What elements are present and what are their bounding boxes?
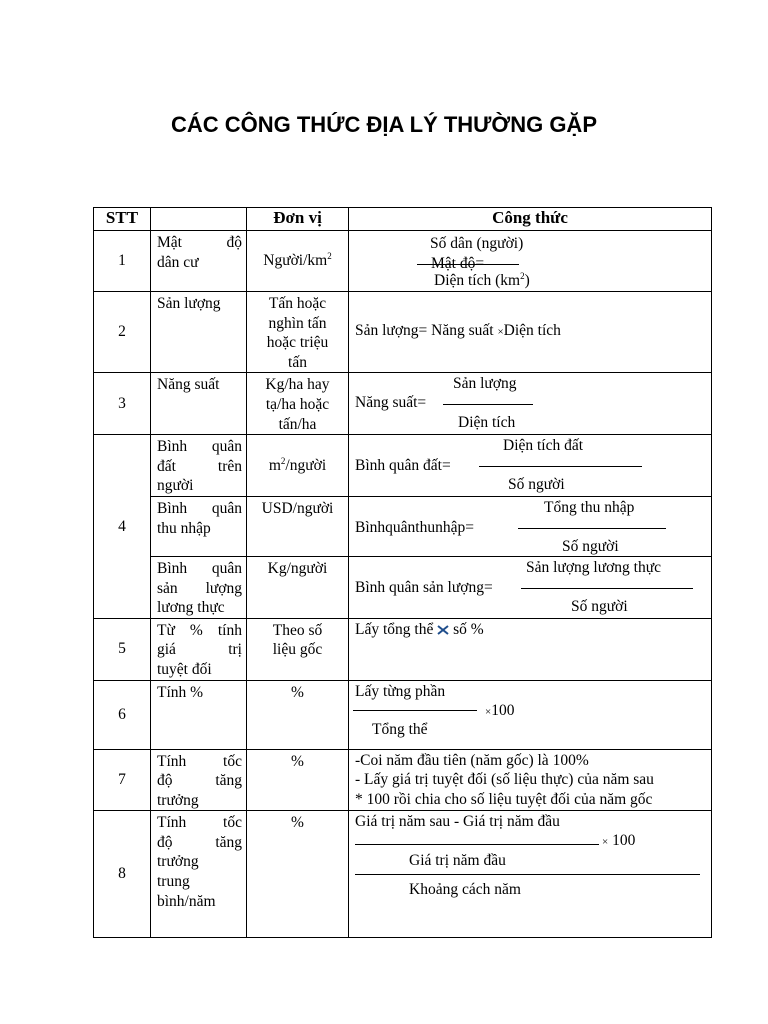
name-line: Bình quân	[157, 499, 242, 517]
scissors-multiply-icon	[437, 625, 449, 635]
name-cell	[151, 556, 247, 618]
unit-cell	[247, 292, 349, 373]
formula-cell	[349, 373, 712, 435]
multiplier	[602, 831, 635, 853]
formula-cell	[349, 556, 712, 618]
fraction-bar	[443, 404, 533, 405]
fraction-numerator: Giá trị năm sau - Giá trị năm đầu	[355, 813, 560, 831]
formula-lhs: Mật độ=	[431, 255, 485, 272]
denominator-end: )	[524, 272, 530, 289]
denominator-text: Diện tích (km	[434, 272, 521, 289]
formula-line: -Coi năm đầu tiên (năm gốc) là 100%	[355, 751, 589, 769]
name-line: trưởng	[157, 791, 199, 809]
fraction-numerator: Tổng thu nhập	[544, 498, 635, 516]
unit-cell: %	[247, 749, 349, 811]
unit-line: tạ/ha hoặc	[265, 395, 330, 413]
name-cell	[151, 292, 247, 373]
fraction-denominator: Số người	[571, 597, 628, 615]
table-row	[94, 435, 712, 497]
formula-lhs: Bìnhquânthunhập=	[355, 518, 474, 536]
fraction-bar	[417, 264, 519, 265]
formula-text: Diện tích	[503, 322, 561, 340]
multiplier-value: 100	[612, 832, 636, 850]
fraction-numerator: Diện tích đất	[503, 437, 584, 455]
name-line: Sản lượng	[157, 295, 221, 312]
fraction-denominator: Giá trị năm đầu	[409, 852, 506, 870]
multiply-icon: ×	[485, 705, 492, 718]
formula-cell	[349, 292, 712, 373]
unit-cell: %	[247, 680, 349, 749]
page-title: CÁC CÔNG THỨC ĐỊA LÝ THƯỜNG GẶP	[170, 112, 597, 137]
formula-cell	[349, 496, 712, 556]
name-line: người	[157, 477, 194, 495]
header-unit: Đơn vị	[247, 208, 349, 231]
formula-text: Sản lượng= Năng suất	[355, 322, 494, 340]
name-line: thu nhập	[157, 519, 211, 537]
unit-line: Tấn hoặc	[268, 295, 327, 312]
formula-cell	[349, 811, 712, 938]
formula-lhs: Bình quân đất=	[355, 457, 451, 475]
unit-line: nghìn tấn	[268, 314, 327, 332]
formula-table	[93, 207, 712, 938]
table-header-row	[94, 208, 712, 231]
unit-cell: %	[247, 811, 349, 938]
name-line: Tính %	[157, 683, 204, 701]
fraction-numerator: Sản lượng lương thực	[526, 558, 662, 576]
name-line: trung	[157, 873, 190, 891]
fraction-bar	[355, 844, 599, 845]
unit-line: liệu gốc	[272, 641, 323, 659]
table-row	[94, 292, 712, 373]
name-line: Mật độ	[157, 234, 242, 251]
outer-denominator: Khoảng cách năm	[409, 881, 521, 899]
fraction-numerator: Sản lượng	[453, 375, 517, 393]
fraction-denominator: Số người	[562, 537, 619, 555]
formula-line: * 100 rồi chia cho số liệu tuyệt đối của năm gốc	[355, 790, 653, 808]
stt-cell: 6	[94, 680, 151, 749]
name-line: lương thực	[157, 599, 225, 617]
stt-cell: 5	[94, 618, 151, 680]
name-line: độ tăng	[157, 772, 242, 790]
formula-lhs: Bình quân sản lượng=	[355, 578, 493, 596]
unit-line: tấn	[288, 353, 307, 371]
unit-cell	[247, 231, 349, 292]
fraction-denominator: Diện tích	[458, 414, 516, 432]
formula-text: số %	[453, 620, 484, 638]
unit-line: Kg/ha hay	[265, 376, 330, 394]
name-line: Năng suất	[157, 376, 220, 394]
fraction-bar	[353, 710, 477, 711]
fraction-numerator: Lấy từng phần	[355, 682, 446, 700]
table-row	[94, 373, 712, 435]
name-line: Bình quân	[157, 438, 242, 456]
name-line: Tính tốc	[157, 752, 242, 770]
name-line: Bình quân	[157, 559, 242, 577]
name-cell	[151, 496, 247, 556]
header-stt: STT	[94, 208, 151, 231]
name-line: sản lượng	[157, 579, 242, 597]
fraction-bar	[479, 466, 642, 467]
unit-cell: USD/người	[247, 496, 349, 556]
stt-cell: 1	[94, 231, 151, 292]
name-cell	[151, 618, 247, 680]
denominator-sup: 2	[520, 270, 525, 281]
name-line: trưởng	[157, 853, 199, 871]
multiplier-value: 100	[491, 701, 515, 719]
unit-text: /người	[285, 456, 327, 474]
name-cell	[151, 680, 247, 749]
multiplier	[485, 701, 514, 723]
name-cell	[151, 373, 247, 435]
formula-cell	[349, 231, 712, 292]
outer-fraction-bar	[355, 874, 700, 875]
unit-text: m	[268, 456, 281, 474]
table-row	[94, 556, 712, 618]
name-line: độ tăng	[157, 833, 242, 851]
name-line: dân cư	[157, 253, 199, 271]
formula-line: - Lấy giá trị tuyệt đối (số liệu thực) của năm sau	[355, 771, 654, 789]
fraction-numerator: Số dân (người)	[430, 235, 524, 252]
fraction-bar	[521, 588, 693, 589]
stt-cell: 4	[94, 435, 151, 619]
formula-cell	[349, 749, 712, 811]
unit-line: hoặc triệu	[266, 334, 329, 352]
name-line: giá trị	[157, 641, 242, 659]
table-row	[94, 749, 712, 811]
header-blank	[151, 208, 247, 231]
name-line: đất trên	[157, 457, 242, 475]
table-row	[94, 811, 712, 938]
formula-lhs: Năng suất=	[355, 394, 427, 412]
fraction-denominator: Tổng thể	[372, 720, 428, 738]
unit-line: Theo số	[272, 621, 323, 639]
multiply-icon: ×	[497, 326, 504, 339]
name-cell	[151, 811, 247, 938]
name-line: tuyệt đối	[157, 660, 212, 678]
table-row	[94, 231, 712, 292]
name-cell	[151, 435, 247, 497]
formula-cell	[349, 618, 712, 680]
unit-cell	[247, 373, 349, 435]
name-cell	[151, 749, 247, 811]
unit-text: Người/km	[263, 252, 328, 270]
stt-cell: 7	[94, 749, 151, 811]
formula-cell	[349, 435, 712, 497]
name-cell	[151, 231, 247, 292]
formula-text: Lấy tổng thể	[355, 620, 434, 638]
formula-cell	[349, 680, 712, 749]
unit-cell	[247, 618, 349, 680]
table-row	[94, 618, 712, 680]
unit-cell: Kg/người	[247, 556, 349, 618]
stt-cell: 8	[94, 811, 151, 938]
fraction-denominator: Số người	[508, 476, 565, 494]
header-formula: Công thức	[349, 208, 712, 231]
unit-sup: 2	[327, 251, 332, 262]
name-line: Từ % tính	[157, 621, 242, 639]
fraction-bar	[518, 528, 666, 529]
unit-line: tấn/ha	[278, 415, 317, 433]
table-row	[94, 496, 712, 556]
stt-cell: 2	[94, 292, 151, 373]
name-line: Tính tốc	[157, 814, 242, 832]
name-line: bình/năm	[157, 892, 216, 910]
stt-cell: 3	[94, 373, 151, 435]
fraction-denominator	[434, 271, 530, 291]
multiply-icon: ×	[602, 836, 609, 849]
unit-sup: 2	[280, 455, 286, 466]
unit-cell	[247, 435, 349, 497]
table-row	[94, 680, 712, 749]
